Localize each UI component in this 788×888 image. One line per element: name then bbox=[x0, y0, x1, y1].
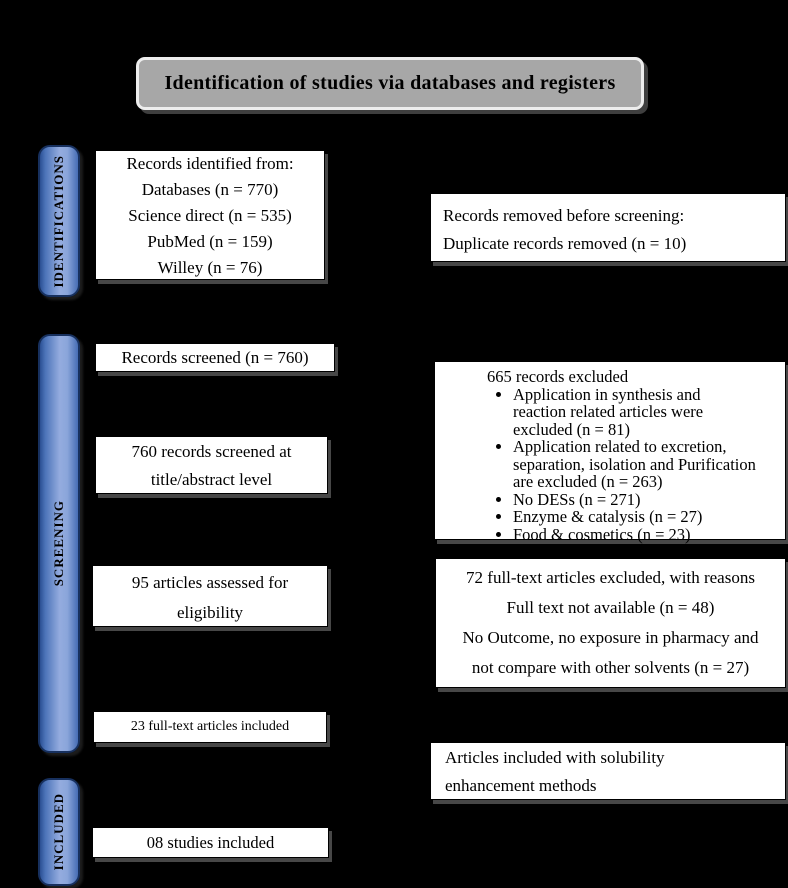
72-excluded-line: not compare with other solvents (n = 27) bbox=[471, 658, 750, 677]
760-screened-line: 760 records screened at bbox=[131, 442, 292, 461]
box-08-studies-included bbox=[92, 827, 329, 858]
box-760-records-screened bbox=[95, 436, 328, 494]
760-screened-line: title/abstract level bbox=[150, 470, 273, 489]
95-assessed-line: 95 articles assessed for bbox=[131, 573, 289, 592]
box-records-removed-before-screening bbox=[430, 193, 786, 262]
72-excluded-line: Full text not available (n = 48) bbox=[506, 598, 715, 617]
excluded-reason-line: separation, isolation and Purification bbox=[513, 454, 756, 474]
excluded-reason-line: • Food & cosmetics (n = 23) bbox=[513, 524, 691, 544]
excluded-reason-item bbox=[513, 508, 783, 526]
records-screened-text: Records screened (n = 760) bbox=[121, 348, 309, 367]
excluded-reason-line: excluded (n = 81) bbox=[513, 419, 630, 439]
excluded-reason-item bbox=[513, 526, 783, 544]
records-removed-line: Duplicate records removed (n = 10) bbox=[443, 234, 687, 253]
box-95-articles-assessed bbox=[92, 565, 328, 627]
records-removed-line: Records removed before screening: bbox=[443, 206, 685, 225]
records-identified-line: Records identified from: bbox=[126, 154, 294, 173]
665-excluded-header: 665 records excluded bbox=[487, 367, 629, 386]
diagram-title-banner bbox=[136, 57, 644, 110]
excluded-reason-line: • Application related to excretion, bbox=[513, 437, 727, 456]
excluded-reason-line: reaction related articles were bbox=[513, 402, 704, 421]
stage-bar-identification bbox=[38, 145, 80, 297]
excluded-reason-line: are excluded (n = 263) bbox=[513, 472, 663, 491]
stage-bar-included bbox=[38, 778, 80, 886]
excluded-reason-item bbox=[513, 491, 783, 509]
box-articles-included-solubility bbox=[430, 742, 786, 800]
records-identified-line: Databases (n = 770) bbox=[141, 180, 279, 199]
stage-bar-identification-label: IDENTIFICATIONS bbox=[51, 154, 66, 288]
23-included-text: 23 full-text articles included bbox=[130, 719, 290, 734]
excluded-reason-item bbox=[513, 438, 783, 491]
solubility-line: enhancement methods bbox=[445, 776, 597, 795]
excluded-reason-line: • No DESs (n = 271) bbox=[513, 489, 641, 509]
95-assessed-line: eligibility bbox=[176, 603, 244, 622]
records-identified-line: Willey (n = 76) bbox=[157, 258, 263, 277]
stage-bar-included-label: INCLUDED bbox=[51, 793, 66, 871]
box-72-fulltext-excluded bbox=[435, 558, 786, 688]
box-665-records-excluded bbox=[434, 361, 786, 544]
solubility-line: Articles included with solubility bbox=[445, 748, 665, 767]
excluded-reason-line: • Application in synthesis and bbox=[513, 384, 701, 404]
excluded-reason-line: • Enzyme & catalysis (n = 27) bbox=[513, 507, 703, 526]
08-included-text: 08 studies included bbox=[146, 833, 275, 852]
box-23-fulltext-included bbox=[93, 711, 327, 743]
box-records-identified bbox=[95, 150, 325, 280]
box-records-screened bbox=[95, 343, 335, 372]
excluded-reasons-list bbox=[435, 386, 783, 544]
records-identified-line: PubMed (n = 159) bbox=[147, 232, 273, 251]
diagram-title: Identification of studies via databases and registers bbox=[164, 72, 616, 94]
stage-bar-screening bbox=[38, 334, 80, 753]
excluded-reason-item bbox=[513, 386, 783, 439]
72-excluded-line: No Outcome, no exposure in pharmacy and bbox=[462, 628, 759, 647]
72-excluded-line: 72 full-text articles excluded, with reasons bbox=[466, 568, 755, 587]
records-identified-line: Science direct (n = 535) bbox=[128, 206, 292, 225]
stage-bar-screening-label: SCREENING bbox=[51, 500, 66, 587]
